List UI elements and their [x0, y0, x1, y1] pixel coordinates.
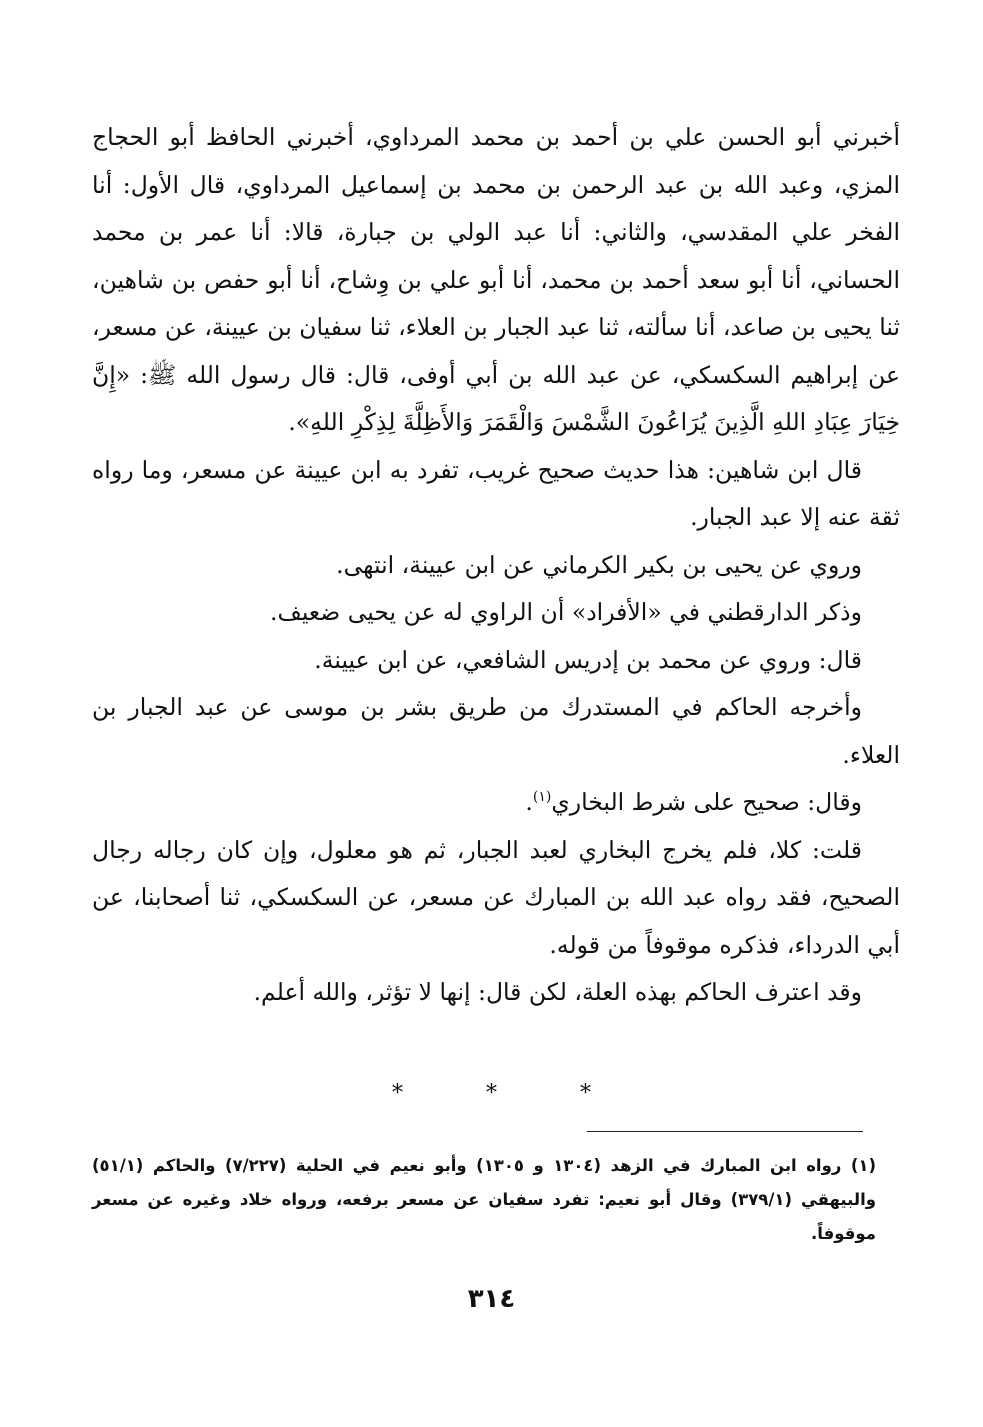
page-number: ٣١٤ — [467, 1284, 516, 1314]
paragraph-hakim-mustadrak: وأخرجه الحاكم في المستدرك من طريق بشر بن موسى عن عبد الجبار بن العلاء. — [92, 693, 900, 769]
paragraph-yahya-bukayr: وروي عن يحيى بن بكير الكرماني عن ابن عيينة، انتهى. — [336, 550, 862, 579]
paragraph-hakim-verdict-tail: . — [525, 788, 533, 816]
footnotes-section — [92, 1149, 876, 1251]
section-separator — [0, 1081, 983, 1111]
footnote-reference: (١) — [532, 789, 552, 806]
paragraph-hakim-verdict — [92, 779, 900, 827]
paragraph-ibn-shahin: قال ابن شاهين: هذا حديث صحيح غريب، تفرد به ابن عيينة عن مسعر، وما رواه ثقة عنه إلا عبد الجبار. — [92, 455, 900, 531]
footnote-divider — [587, 1131, 863, 1132]
separator-star: * — [580, 1081, 591, 1106]
paragraph-hakim-admission: وقد اعترف الحاكم بهذه العلة، لكن قال: إنها لا تؤثر، والله أعلم. — [253, 978, 862, 1006]
separator-star: * — [486, 1081, 497, 1106]
paragraph-shafii: قال: وروي عن محمد بن إدريس الشافعي، عن ابن عيينة. — [314, 645, 862, 674]
main-text-body — [92, 114, 900, 1017]
paragraph-daraqutni: وذكر الدارقطني في «الأفراد» أن الراوي له عن يحيى ضعيف. — [270, 598, 862, 626]
paragraph-isnad-hadith: أخبرني أبو الحسن علي بن أحمد بن محمد المرداوي، أخبرني الحافظ أبو الحجاج المزي، وعبد الله بن عبد الرحمن بن محمد بن إسماعيل المرداوي، قال الأول: أنا الفخر علي المقدسي، والثاني: أنا عبد الولي بن جبارة، قالا: أنا عمر بن محمد الحساني، أنا أبو سعد أحمد بن محمد، أنا أبو علي بن وِشاح، أنا أبو حفص بن شاهين، ثنا يحيى بن صاعد، أنا سألته، ثنا عبد الجبار بن العلاء، ثنا سفيان بن عيينة، عن مسعر، عن إبراهيم السكسكي، عن عبد الله بن أبي أوفى، قال: قال رسول الله ﷺ: «إِنَّ خِيَارَ عِبَادِ اللهِ الَّذِينَ يُرَاعُونَ الشَّمْسَ وَالْقَمَرَ وَالأَظِلَّةَ لِذِكْرِ اللهِ». — [92, 123, 900, 436]
footnote-1: (١) رواه ابن المبارك في الزهد (١٣٠٤ و ١٣٠٥) وأبو نعيم في الحلية (٧/٢٢٧) والحاكم (٥١/١) والبيهقي (٣٧٩/١) وقال أبو نعيم: تفرد سفيان عن مسعر برفعه، ورواه خلاد وغيره عن مسعر موقوفاً. — [92, 1156, 876, 1243]
paragraph-hakim-verdict-text: وقال: صحيح على شرط البخاري — [551, 788, 862, 816]
paragraph-author-critique: قلت: كلا، فلم يخرج البخاري لعبد الجبار، ثم هو معلول، وإن كان رجاله رجال الصحيح، فقد رواه عبد الله بن المبارك عن مسعر، عن السكسكي، ثنا أصحابنا، عن أبي الدرداء، فذكره موقوفاً من قوله. — [92, 835, 900, 959]
separator-star: * — [392, 1081, 403, 1106]
